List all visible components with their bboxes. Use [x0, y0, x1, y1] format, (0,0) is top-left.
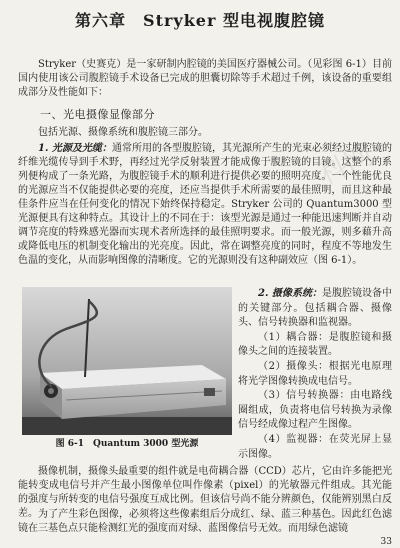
ccd-paragraph: 摄像机制，摄像头最重要的组件就是电荷耦合器（CCD）芯片，它由许多能把光能转变成电信号并产生最小图像单位叫作像素（pixel）的光敏器元件组成。其光能的强度与所转变的电信号强度互成比例。但该信号尚不能分辨颜色，仅能辨别黑白反差。: [18, 466, 392, 519]
camera-system-column: [238, 287, 392, 462]
intro-paragraph: Stryker（史赛克）是一家研制内腔镜的美国医疗器械公司。（见彩图 6-1）目前国内使用该公司腹腔镜手术设备已完成的胆囊切除等手术超过千例，该设备的重要组成部分及性能如下：: [18, 59, 392, 98]
item1-text: 通常所用的各型腹腔镜，其光源所产生的光束必须经过腹腔镜的纤维光缆传导到手术野，再经过光学反射装置才能成像于腹腔镜的目镜。这整个的系列便构成了一条光路，为腹腔镜手术的顺利进行提供必要的照明亮度。一个性能优良的光源应当不仅能提供必要的亮度，还应当提供手术所需要的最佳照明，而且这种最佳条件应当在任何变化的情况下始终保持稳定。Stryker 公司的 Quantum3000 型光源便具有这种特点。其设计上的不同在于：该型光源是通过一种能迅速判断并自动调节亮度的特殊感光器而实现术者所选择的最佳照明要求。而一般光源，则多藉升高或降低电压的机制变化输出的光亮度。因此，常在调整亮度的同时，程度不等地发生色温的变化，从而影响图像的清晰度。它的光源则没有这种副效应（图 6-1）。: [18, 143, 392, 266]
item2-sub-monitor: （4）监视器：在荧光屏上显示图像。: [238, 433, 392, 460]
control-knob-center: [48, 388, 54, 394]
chapter-title: 第六章 Stryker 型电视腹腔镜: [75, 11, 325, 30]
watermark: 科网: [313, 137, 379, 192]
color-paragraph: 为了产生彩色图像，必须将这些像素组后分成红、绿、蓝三种基色。因此红色滤镜在三基色点只能检测红光的强度而对绿、蓝图像信号无效。而用绿色滤镜: [18, 509, 392, 534]
page-number: 33: [380, 537, 392, 547]
item1-paragraph: [18, 137, 392, 268]
power-switch: [204, 388, 215, 396]
item2-label: 2. 摄像系统：: [258, 288, 322, 299]
figure-light-source-photo: [22, 287, 232, 435]
item2-sub-camera-head: （2）摄像头：根据光电原理将光学图像转换成电信号。: [238, 360, 392, 387]
item1-label: 1. 光源及光缆：: [38, 143, 112, 154]
item2-paragraph: [238, 287, 392, 331]
section-heading: 一、光电摄像显像部分: [40, 108, 155, 121]
figure-caption: 图 6-1 Quantum 3000 型光源: [55, 439, 199, 449]
section-lead: 包括光源、摄像系统和腹腔镜三部分。: [38, 127, 208, 138]
item2-sub-coupler: （1）耦合器：是腹腔镜和摄像头之间的连接装置。: [238, 331, 392, 358]
item2-text: 是腹腔镜设备中的关键部分。包括耦合器、摄像头、信号转换器和监视器。: [238, 288, 393, 329]
item2-sub-signal-converter: （3）信号转换器：由电路线圈组成，负责将电信号转换为录像信号经成像过程产生图像。: [238, 390, 392, 431]
light-source-illustration: [22, 287, 232, 435]
photo-shadow: [22, 417, 232, 435]
